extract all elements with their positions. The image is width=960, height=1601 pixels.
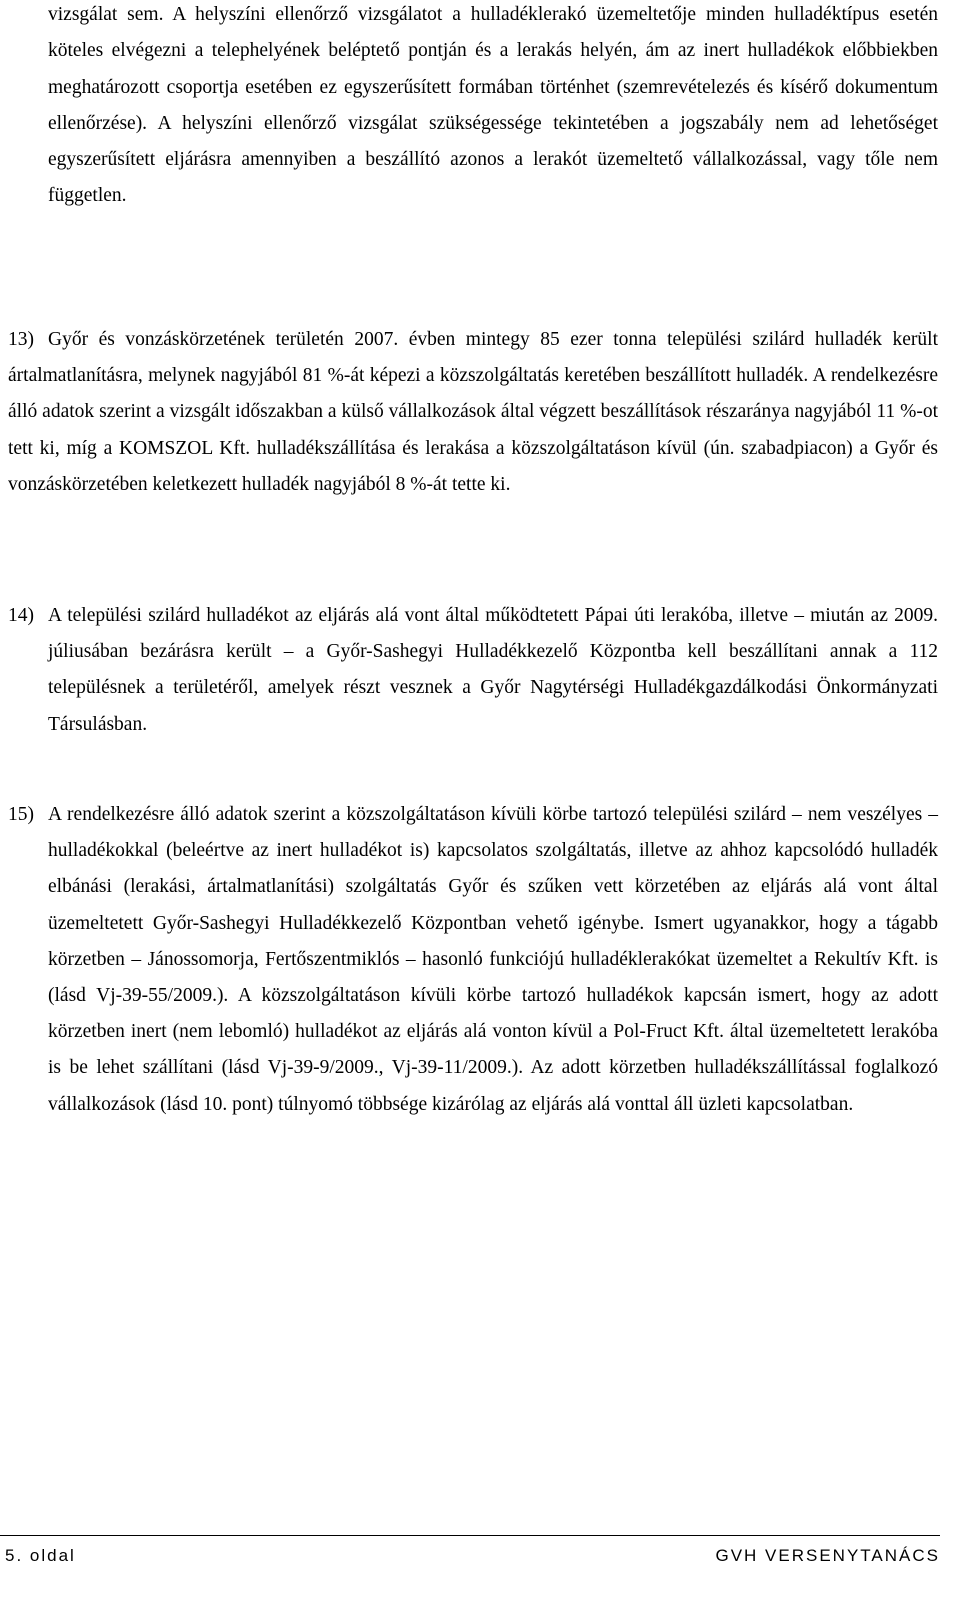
numbered-item-14 xyxy=(8,598,938,743)
numbered-item-13 xyxy=(8,322,938,503)
item-number: 15) xyxy=(8,804,34,825)
item-text: Győr és vonzáskörzetének területén 2007. évben mintegy 85 ezer tonna települési szilárd hulladék került ártalmatlanításra, melynek nagyjából 81 %-át képezi a közszolgáltatás keretében beszállított hulladék. A rendelkezésre álló adatok szerint a vizsgált időszakban a külső vállalkozások által végzett beszállítások részaránya nagyjából 11 %-ot tett ki, míg a KOMSZOL Kft. hulladékszállítása és lerakása a közszolgáltatáson kívül (ún. szabadpiacon) a Győr és vonzáskörzetében keletkezett hulladék nagyjából 8 %-át tette ki. xyxy=(8,329,938,495)
item-text: A rendelkezésre álló adatok szerint a közszolgáltatáson kívüli körbe tartozó települési szilárd – nem veszélyes – hulladékokkal (beleértve az inert hulladékot is) kapcsolatos szolgáltatás, illetve az ahhoz kapcsolódó hulladék elbánási (lerakási, ártalmatlanítási) szolgáltatás Győr és szűken vett körzetében az eljárás alá vont által üzemeltetett Győr-Sashegyi Hulladékkezelő Központban vehető igénybe. Ismert ugyanakkor, hogy a tágabb körzetben – Jánossomorja, Fertőszentmiklós – hasonló funkciójú hulladéklerakókat üzemeltet a Rekultív Kft. is (lásd Vj-39-55/2009.). A közszolgáltatáson kívüli körbe tartozó hulladékok kapcsán ismert, hogy az adott körzetben inert (nem lebomló) hulladékot az eljárás alá vonton kívül a Pol-Fruct Kft. által üzemeltetett lerakóba is be lehet szállítani (lásd Vj-39-9/2009., Vj-39-11/2009.). Az adott körzetben hulladékszállítással foglalkozó vállalkozások (lásd 10. pont) túlnyomó többsége kizárólag az eljárás alá vonttal áll üzleti kapcsolatban. xyxy=(48,804,938,1115)
numbered-item-15 xyxy=(8,797,938,1123)
item-number: 14) xyxy=(8,605,34,626)
item-number: 13) xyxy=(8,329,34,350)
item-text: A települési szilárd hulladékot az eljárás alá vont által működtetett Pápai úti lerakóba, illetve – miután az 2009. júliusában bezárásra került – a Győr-Sashegyi Hulladékkezelő Központba kell beszállítani annak a 112 településnek a területéről, amelyek részt vesznek a Győr Nagytérségi Hulladékgazdálkodási Önkormányzati Társulásban. xyxy=(48,605,938,735)
page-number: 5. oldal xyxy=(5,1546,76,1565)
paragraph-text: vizsgálat sem. A helyszíni ellenőrző vizsgálatot a hulladéklerakó üzemeltetője minden hulladéktípus esetén köteles elvégezni a telephelyének beléptető pontján és a lerakás helyén, ám az inert hulladékok előbbiekben meghatározott csoportja esetében ez egyszerűsített formában történhet (szemrevételezés és kísérő dokumentum ellenőrzése). A helyszíni ellenőrző vizsgálat szükségessége tekintetében a jogszabály nem ad lehetőséget egyszerűsített eljárásra amennyiben a beszállító azonos a lerakót üzemeltető vállalkozással, vagy tőle nem független. xyxy=(48,4,938,207)
paragraph-continuation xyxy=(48,0,938,215)
footer-divider xyxy=(0,1535,940,1536)
footer-organization: GVH VERSENYTANÁCS xyxy=(715,1546,940,1565)
